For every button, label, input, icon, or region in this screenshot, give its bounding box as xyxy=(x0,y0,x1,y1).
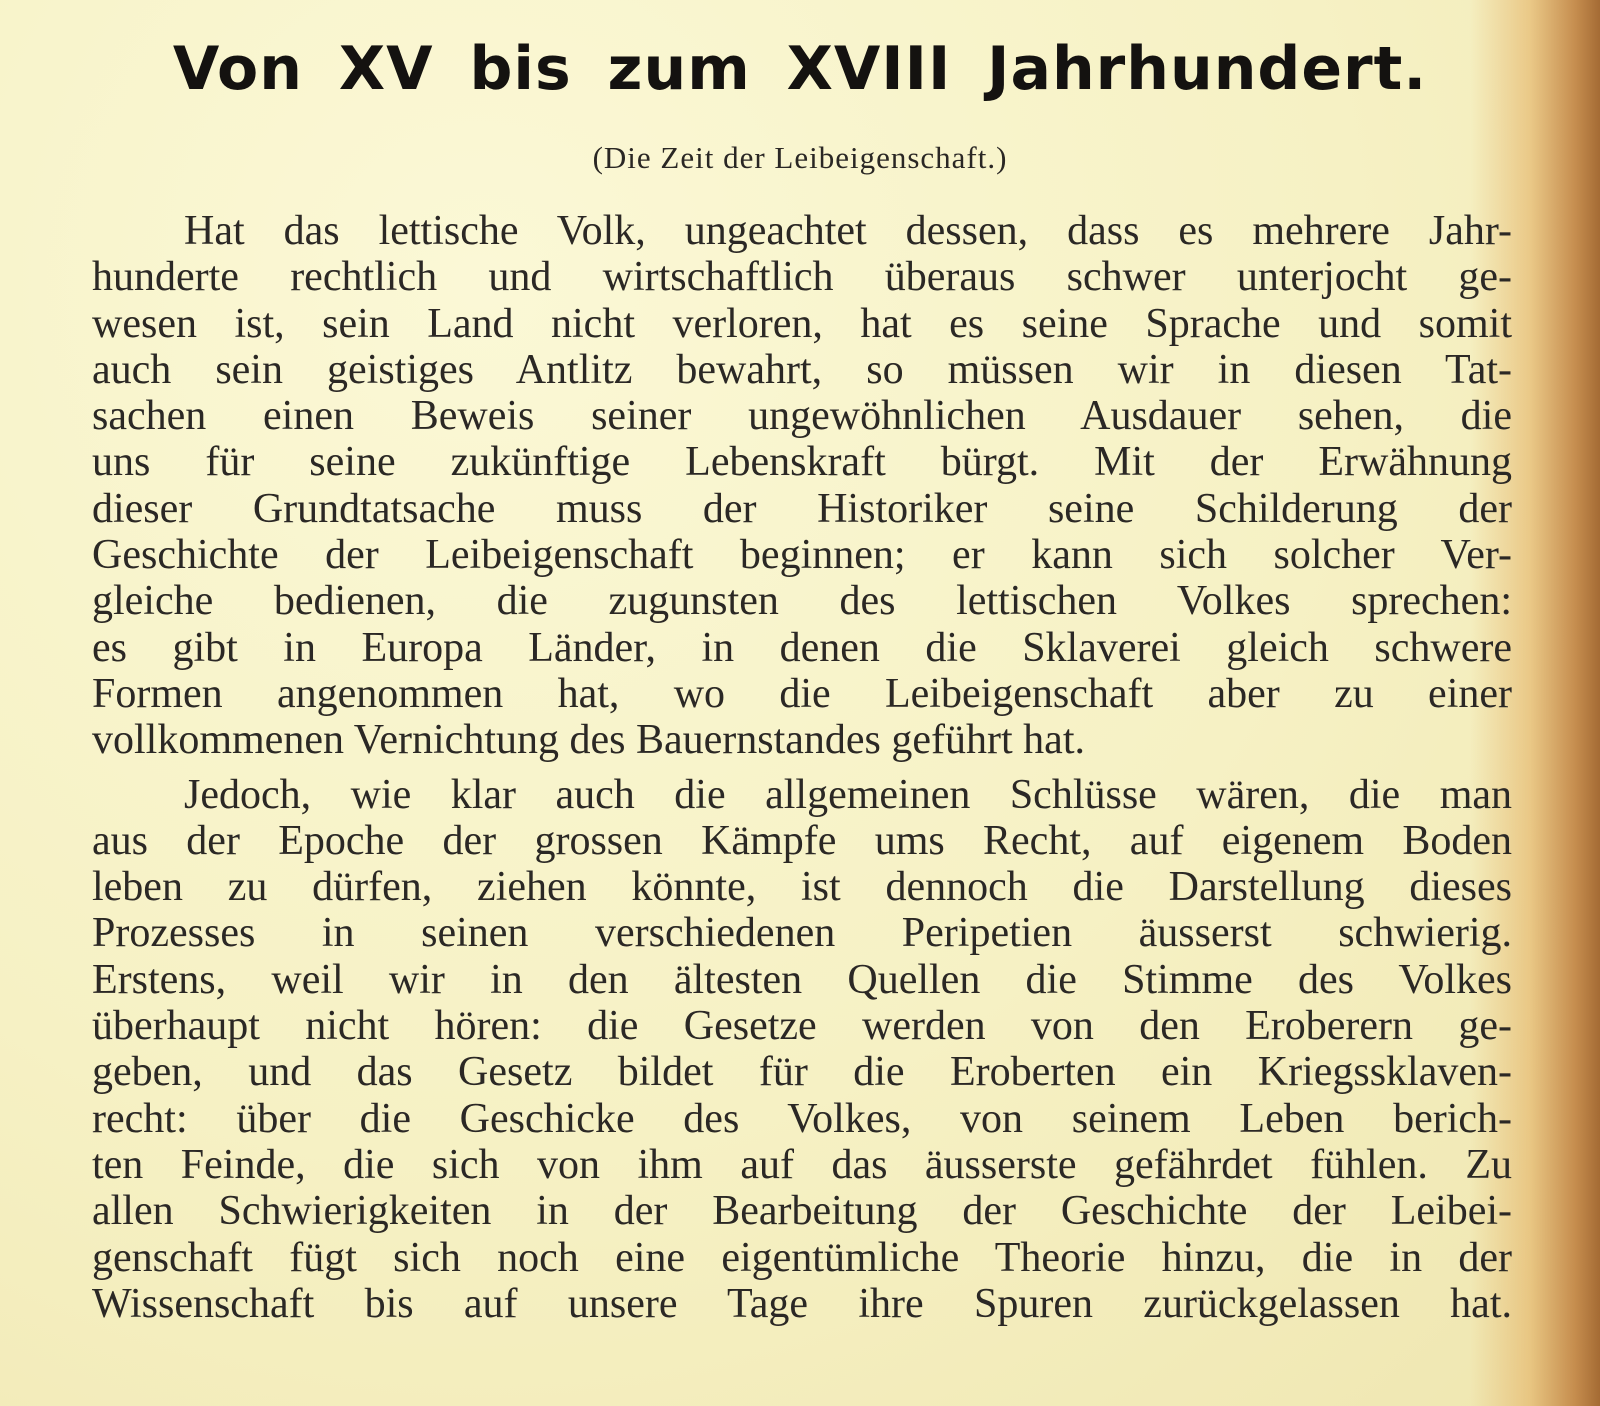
text-line: ten Feinde, die sich von ihm auf das äusserste gefährdet fühlen. Zu xyxy=(92,1141,1512,1188)
body-text xyxy=(92,208,1512,1327)
text-line: überhaupt nicht hören: die Gesetze werden von den Eroberern ge- xyxy=(92,1003,1512,1050)
text-line: leben zu dürfen, ziehen könnte, ist dennoch die Darstellung dieses xyxy=(92,864,1512,911)
paragraph-gap xyxy=(92,764,1512,772)
text-line: dieser Grundtatsache muss der Historiker seine Schilderung der xyxy=(92,485,1512,532)
page-title: Von XV bis zum XVIII Jahrhundert. xyxy=(172,34,1428,104)
text-line: wesen ist, sein Land nicht verloren, hat es seine Sprache und somit xyxy=(92,300,1512,347)
paragraph-2 xyxy=(92,772,1512,1328)
page-subtitle: (Die Zeit der Leibeigenschaft.) xyxy=(592,140,1008,175)
text-line: Jedoch, wie klar auch die allgemeinen Schlüsse wären, die man xyxy=(184,771,1512,818)
text-line: auch sein geistiges Antlitz bewahrt, so müssen wir in diesen Tat- xyxy=(92,346,1512,393)
text-line: genschaft fügt sich noch eine eigentümliche Theorie hinzu, die in der xyxy=(92,1234,1512,1281)
text-line: Erstens, weil wir in den ältesten Quellen die Stimme des Volkes xyxy=(92,956,1512,1003)
text-line: hunderte rechtlich und wirtschaftlich überaus schwer unterjocht ge- xyxy=(92,254,1512,301)
text-line: uns für seine zukünftige Lebenskraft bürgt. Mit der Erwähnung xyxy=(92,439,1512,486)
text-line: es gibt in Europa Länder, in denen die Sklaverei gleich schwere xyxy=(92,624,1512,671)
text-line: Geschichte der Leibeigenschaft beginnen; er kann sich solcher Ver- xyxy=(92,532,1512,579)
paragraph-1 xyxy=(92,208,1512,764)
text-line: Wissenschaft bis auf unsere Tage ihre Spuren zurückgelassen hat. xyxy=(92,1280,1512,1327)
text-line: Hat das lettische Volk, ungeachtet dessen, dass es mehrere Jahr- xyxy=(184,208,1512,254)
text-line: Formen angenommen hat, wo die Leibeigenschaft aber zu einer xyxy=(92,670,1512,717)
text-line: gleiche bedienen, die zugunsten des lettischen Volkes sprechen: xyxy=(92,578,1512,625)
text-line: aus der Epoche der grossen Kämpfe ums Recht, auf eigenem Boden xyxy=(92,817,1512,864)
text-line: sachen einen Beweis seiner ungewöhnlichen Ausdauer sehen, die xyxy=(92,393,1512,440)
text-line: geben, und das Gesetz bildet für die Eroberten ein Kriegssklaven- xyxy=(92,1049,1512,1096)
text-line: allen Schwierigkeiten in der Bearbeitung der Geschichte der Leibei- xyxy=(92,1188,1512,1235)
text-line: Prozesses in seinen verschiedenen Peripetien äusserst schwierig. xyxy=(92,910,1512,957)
text-line: recht: über die Geschicke des Volkes, von seinem Leben berich- xyxy=(92,1095,1512,1142)
text-line: vollkommenen Vernichtung des Bauernstandes geführt hat. xyxy=(92,717,1085,764)
